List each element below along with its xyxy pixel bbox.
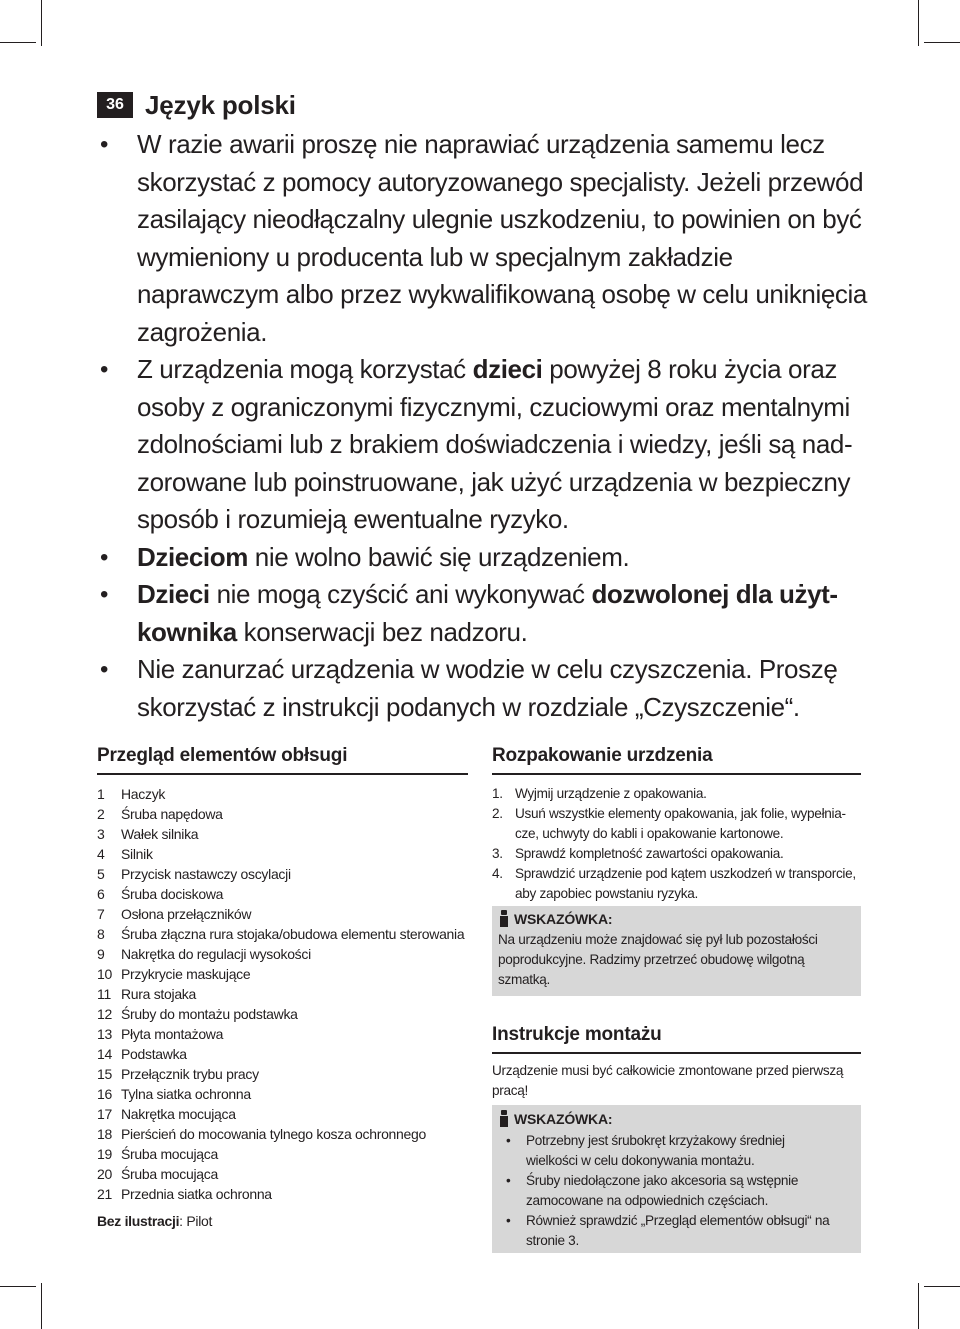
warning-text: powyżej 8 roku życia oraz osoby z ograniczonymi fizycznymi, czuciowymi oraz mentalnymi zdolnościami lub z brakiem doświadczenia i wiedzy, jeśli są nadzorowane lub poinstruowane, jak użyć urządzenia w bezpieczny sposób i rozumieją ewentualne ryzyko.: [137, 354, 853, 534]
step-number: 2.: [492, 806, 503, 821]
list-item: [97, 944, 477, 964]
list-item: [97, 1144, 477, 1164]
crop-mark: [918, 0, 919, 46]
item-label: Nakrętka do regulacji wysokości: [121, 946, 311, 962]
parts-list: [97, 784, 477, 1204]
item-number: 13: [97, 1026, 112, 1042]
item-label: Osłona przełączników: [121, 906, 252, 922]
warning-item: [97, 351, 867, 539]
assembly-section-title: Instrukcje montażu: [492, 1024, 662, 1045]
step-number: 1.: [492, 786, 503, 801]
crop-mark: [0, 1286, 36, 1287]
item-number: 12: [97, 1006, 112, 1022]
item-label: Śruba mocująca: [121, 1146, 218, 1162]
item-label: Nakrętka mocująca: [121, 1106, 236, 1122]
emphasis-text: Dzieci: [137, 579, 210, 609]
page-header: [97, 88, 296, 122]
item-number: 19: [97, 1146, 112, 1162]
item-number: 1: [97, 786, 105, 802]
item-number: 14: [97, 1046, 112, 1062]
tip-item: • Również sprawdzić „Przegląd elementów obłsugi“ na stronie 3.: [498, 1211, 838, 1251]
step-text: Wyjmij urządzenie z opakowania.: [515, 786, 707, 801]
warning-text: nie wolno bawić się urządzeniem.: [247, 541, 630, 572]
item-number: 17: [97, 1106, 112, 1122]
crop-mark: [924, 1286, 960, 1287]
list-item: [97, 964, 477, 984]
item-label: Pierścień do mocowania tylnego kosza ochronnego: [121, 1126, 426, 1142]
info-icon: [498, 1110, 510, 1127]
list-item: [97, 1104, 477, 1124]
list-item: [97, 784, 477, 804]
item-number: 2: [97, 806, 105, 822]
item-number: 10: [97, 966, 112, 982]
notice-header: [498, 1110, 853, 1127]
assembly-intro: Urządzenie musi być całkowicie zmontowane przed pierwszą pracą!: [492, 1063, 844, 1098]
list-item: [97, 864, 477, 884]
section-divider: [492, 773, 861, 775]
assembly-tips-list: [498, 1131, 838, 1251]
crop-mark: [0, 42, 36, 43]
warning-item: [97, 576, 867, 651]
item-number: 8: [97, 926, 105, 942]
emphasis-text: dozwolonej dla użytkownika: [137, 579, 839, 647]
notice-text: Na urządzeniu może znajdować się pył lub pozostałości poprodukcyjne. Radzimy przetrzeć obudowę wilgotną szmatką.: [498, 932, 818, 987]
list-item: [97, 884, 477, 904]
item-label: Rura stojaka: [121, 986, 196, 1002]
list-item: [97, 804, 477, 824]
unpacking-section-title: Rozpakowanie urzdzenia: [492, 745, 713, 766]
item-number: 20: [97, 1166, 112, 1182]
item-number: 6: [97, 886, 105, 902]
no-illustration-label: Bez ilustracji: [97, 1213, 180, 1229]
item-number: 9: [97, 946, 105, 962]
crop-mark: [41, 0, 42, 46]
item-label: Przełącznik trybu pracy: [121, 1066, 259, 1082]
step-item: [492, 864, 862, 904]
item-number: 15: [97, 1066, 112, 1082]
language-title: Język polski: [145, 89, 296, 120]
safety-warnings-list: [97, 126, 867, 726]
item-number: 4: [97, 846, 105, 862]
list-item: [97, 1084, 477, 1104]
step-text: Sprawdź kompletność zawartości opakowania.: [515, 846, 784, 861]
warning-item: [97, 539, 867, 577]
item-number: 3: [97, 826, 105, 842]
notice-title: WSKAZÓWKA:: [514, 1110, 613, 1127]
item-label: Tylna siatka ochronna: [121, 1086, 251, 1102]
list-item: [97, 924, 477, 944]
notice-title: WSKAZÓWKA:: [514, 910, 613, 927]
page-number: 36: [97, 92, 133, 118]
item-label: Śruba dociskowa: [121, 886, 224, 902]
section-divider: [97, 773, 468, 775]
item-label: Przednia siatka ochronna: [121, 1186, 272, 1202]
list-item: [97, 844, 477, 864]
item-number: 16: [97, 1086, 112, 1102]
step-item: [492, 784, 862, 804]
info-icon: [498, 910, 510, 927]
warning-text: Nie zanurzać urządzenia w wodzie w celu czyszczenia. Proszę skorzystać z instrukcji podanych w rozdziale „Czyszczenie“.: [137, 654, 838, 722]
item-label: Haczyk: [121, 786, 166, 802]
item-label: Silnik: [121, 846, 153, 862]
list-item: [97, 1024, 477, 1044]
step-number: 3.: [492, 846, 503, 861]
list-item: [97, 1044, 477, 1064]
item-label: Śruba napędowa: [121, 806, 223, 822]
list-item: [97, 984, 477, 1004]
list-item: [97, 1164, 477, 1184]
item-label: Przykrycie maskujące: [121, 966, 251, 982]
item-label: Śruby do montażu podstawka: [121, 1006, 298, 1022]
unpacking-steps: [492, 784, 862, 904]
warning-text: Z urządzenia mogą korzystać: [137, 354, 473, 384]
item-label: Wałek silnika: [121, 826, 199, 842]
item-number: 11: [97, 986, 111, 1002]
step-text: Sprawdzić urządzenie pod kątem uszkodzeń w transporcie, aby zapobiec powstaniu ryzyka.: [515, 866, 856, 901]
item-label: Śruba złączna rura stojaka/obudowa elementu sterowania: [121, 926, 465, 942]
controls-section-title: Przegląd elementów obłsugi: [97, 745, 348, 766]
step-number: 4.: [492, 866, 503, 881]
crop-mark: [41, 1283, 42, 1329]
item-label: Podstawka: [121, 1046, 187, 1062]
warning-item: [97, 126, 867, 351]
tip-item: • Potrzebny jest śrubokręt krzyżakowy średniej wielkości w celu dokonywania montażu.: [498, 1131, 838, 1171]
item-number: 18: [97, 1126, 112, 1142]
tip-item: • Śruby niedołączone jako akcesoria są wstępnie zamocowane na odpowiednich częściach.: [498, 1171, 838, 1211]
crop-mark: [918, 1283, 919, 1329]
item-number: 7: [97, 906, 105, 922]
warning-text: nie mogą czyścić ani wykonywać: [209, 579, 592, 609]
no-illustration-note: [97, 1211, 212, 1231]
step-item: [492, 844, 862, 864]
list-item: [97, 1004, 477, 1024]
item-label: Płyta montażowa: [121, 1026, 224, 1042]
warning-text: W razie awarii proszę nie naprawiać urządzenia samemu lecz skorzystać z pomocy autoryzowanego specjalisty. Jeżeli przewód zasilający nieodłączalny ulegnie uszkodzeniu, to powinien on być wymieniony u producenta lub w specjalnym zakładzie naprawczym albo przez wykwalifikowaną osobę w celu uniknięcia zagrożenia.: [137, 129, 867, 347]
step-item: [492, 804, 862, 844]
crop-mark: [924, 42, 960, 43]
no-illustration-value: : Pilot: [179, 1213, 213, 1229]
step-text: Usuń wszystkie elementy opakowania, jak folie, wypełniacze, uchwyty do kabli i opakowanie kartonowe.: [515, 806, 847, 841]
unpacking-notice: [492, 906, 861, 996]
warning-text: konserwacji bez nadzoru.: [236, 616, 528, 647]
assembly-notice: [492, 1105, 861, 1253]
list-item: [97, 824, 477, 844]
list-item: [97, 1184, 477, 1204]
list-item: [97, 1064, 477, 1084]
item-number: 5: [97, 866, 105, 882]
emphasis-text: dzieci: [472, 354, 543, 384]
emphasis-text: Dzieciom: [137, 541, 248, 572]
item-label: Śruba mocująca: [121, 1166, 218, 1182]
list-item: [97, 904, 477, 924]
warning-item: [97, 651, 867, 726]
item-label: Przycisk nastawczy oscylacji: [121, 866, 291, 882]
item-number: 21: [97, 1186, 112, 1202]
section-divider: [492, 1052, 861, 1054]
list-item: [97, 1124, 477, 1144]
notice-header: [498, 910, 853, 927]
